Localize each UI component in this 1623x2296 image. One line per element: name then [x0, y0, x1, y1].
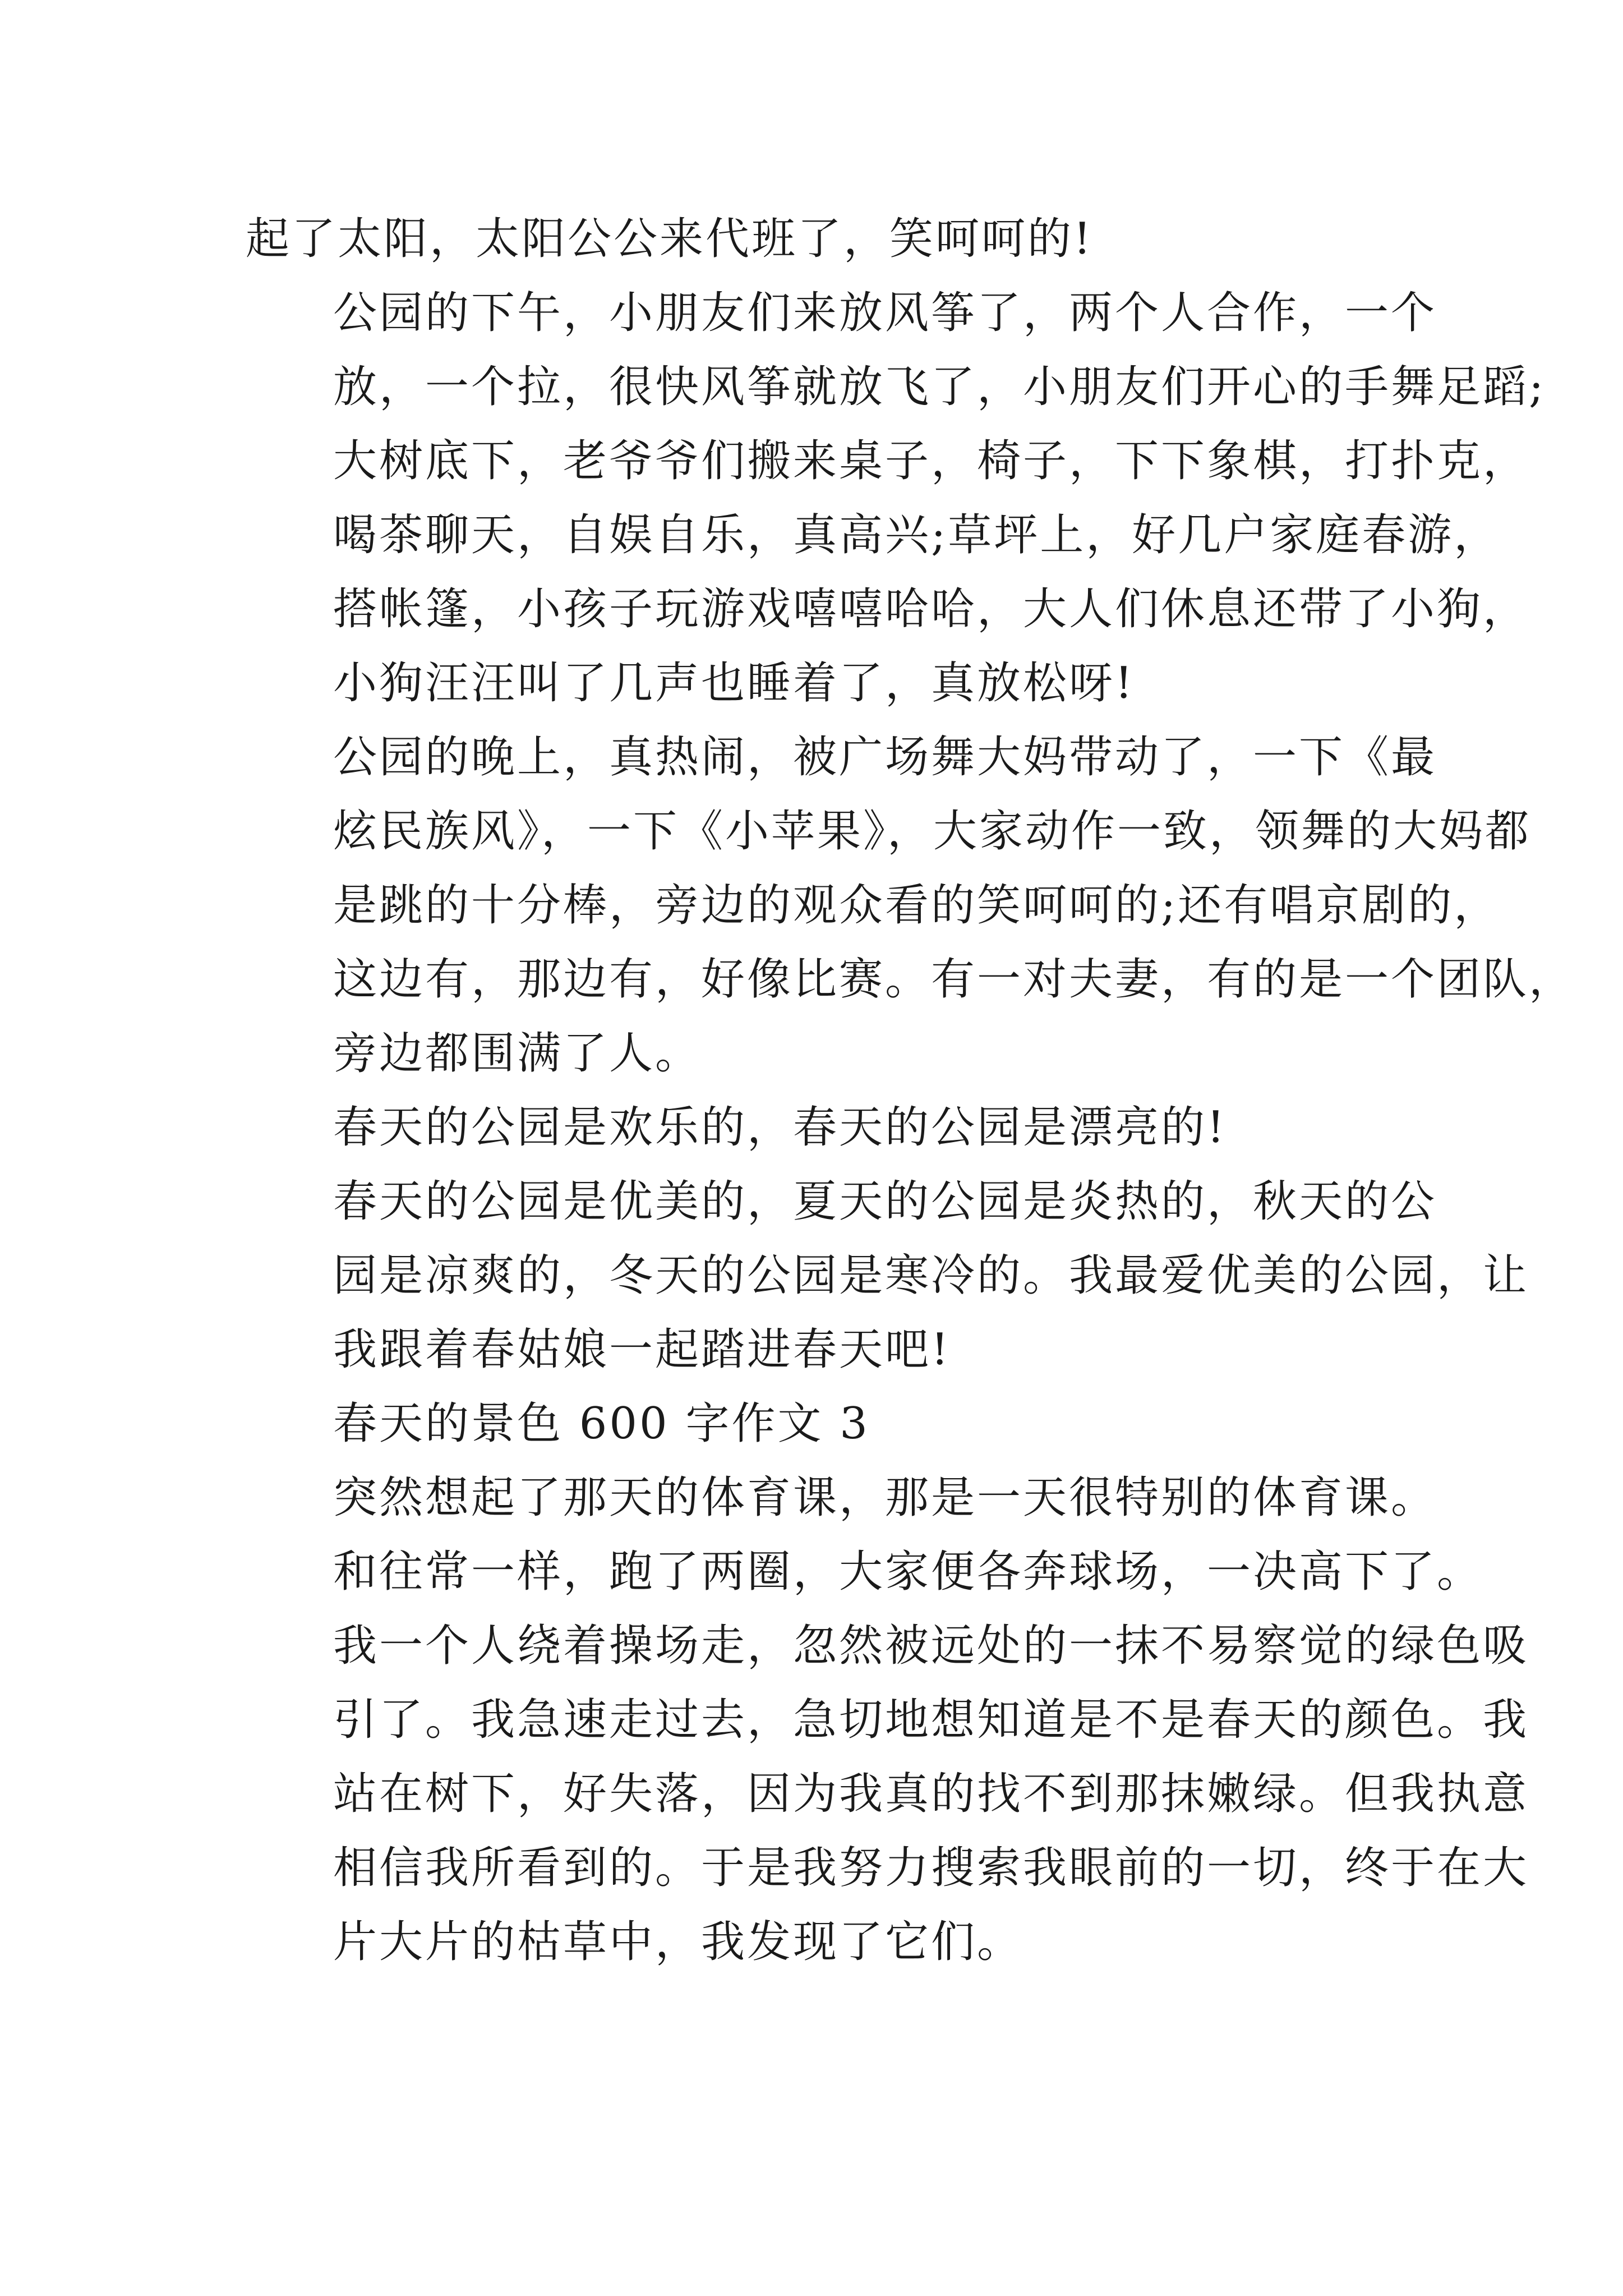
text-line: 园是凉爽的，冬天的公园是寒冷的。我最爱优美的公园，让: [333, 1250, 1529, 1301]
text-line: 站在树下，好失落，因为我真的找不到那抹嫩绿。但我执意: [333, 1769, 1529, 1819]
text-line: 是跳的十分棒，旁边的观众看的笑呵呵的;还有唱京剧的，: [333, 880, 1500, 931]
text-line: 春天的公园是优美的，夏天的公园是炎热的，秋天的公: [333, 1176, 1437, 1227]
paragraph: [246, 1535, 1529, 1979]
paragraph: [246, 1091, 1401, 1165]
text-line: 小狗汪汪叫了几声也睡着了，真放松呀!: [333, 658, 1135, 708]
text-line: 喝茶聊天，自娱自乐，真高兴;草坪上，好几户家庭春游，: [333, 510, 1500, 560]
text-line: 我一个人绕着操场走，忽然被远处的一抹不易察觉的绿色吸: [333, 1621, 1529, 1671]
text-line: 春天的景色 600 字作文 3: [333, 1398, 870, 1449]
paragraph: [246, 276, 1546, 720]
paragraph: [246, 1461, 1437, 1535]
paragraph: [246, 1165, 1529, 1387]
text-line: 放，一个拉，很快风筝就放飞了，小朋友们开心的手舞足蹈;: [333, 362, 1546, 412]
text-line: 旁边都围满了人。: [333, 1028, 702, 1079]
text-line: 我跟着春姑娘一起踏进春天吧!: [333, 1324, 951, 1375]
text-line: 突然想起了那天的体育课，那是一天很特别的体育课。: [333, 1473, 1437, 1523]
text-line: 相信我所看到的。于是我努力搜索我眼前的一切，终于在大: [333, 1843, 1529, 1893]
text-line: 和往常一样，跑了两圈，大家便各奔球场，一决高下了。: [333, 1547, 1483, 1597]
text-line: 片大片的枯草中，我发现了它们。: [333, 1917, 1023, 1967]
article-body: [246, 202, 1575, 1979]
text-line: 春天的公园是欢乐的，春天的公园是漂亮的!: [333, 1102, 1227, 1153]
text-line: 这边有，那边有，好像比赛。有一对夫妻，有的是一个团队，: [333, 954, 1575, 1005]
paragraph: [246, 720, 1575, 1091]
text-line: 搭帐篷，小孩子玩游戏嘻嘻哈哈，大人们休息还带了小狗，: [333, 584, 1529, 634]
text-line: 大树底下，老爷爷们搬来桌子，椅子，下下象棋，打扑克，: [333, 436, 1529, 486]
text-line: 引了。我急速走过去，急切地想知道是不是春天的颜色。我: [333, 1695, 1529, 1745]
text-line: 公园的下午，小朋友们来放风筝了，两个人合作，一个: [333, 288, 1437, 338]
text-line: 公园的晚上，真热闹，被广场舞大妈带动了，一下《最: [333, 732, 1437, 783]
paragraph: [246, 1387, 1401, 1461]
paragraph: [246, 202, 1401, 276]
text-line: 起了太阳，太阳公公来代班了，笑呵呵的!: [246, 214, 1094, 264]
text-line: 炫民族风》，一下《小苹果》，大家动作一致，领舞的大妈都: [333, 806, 1532, 857]
